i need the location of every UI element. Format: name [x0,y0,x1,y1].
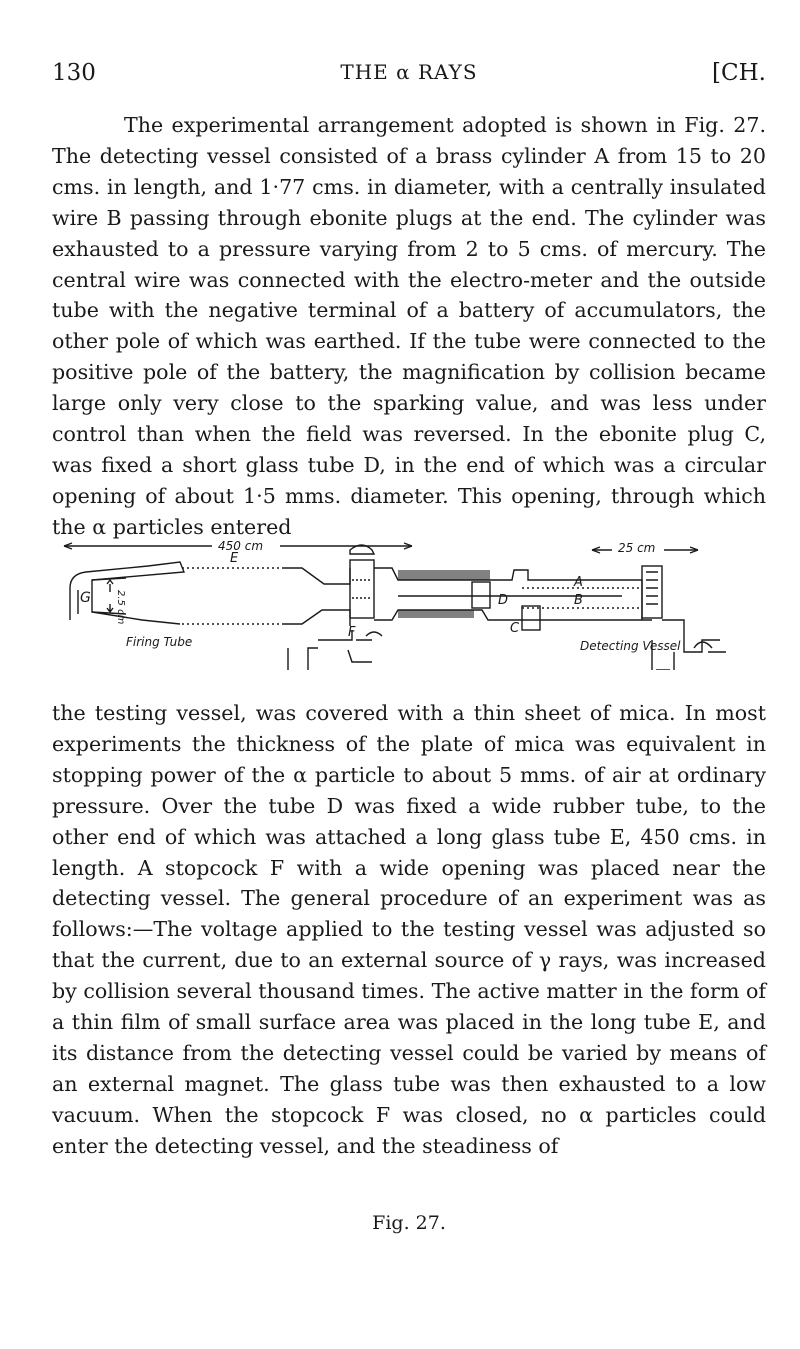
stopcock-assembly [282,545,382,670]
figure-caption: Fig. 27. [372,1212,446,1234]
label-f: F [348,625,356,640]
running-header [52,60,766,92]
label-c: C [510,621,520,636]
firing-tube [70,551,282,649]
label-450cm: 450 cm [218,540,264,553]
running-title: THE α RAYS [340,60,478,84]
detecting-vessel [374,541,698,653]
label-a: A [574,575,583,590]
label-d: D [498,593,509,608]
page-number: 130 [52,60,96,86]
label-g: G [80,590,91,606]
label-e: E [230,551,239,566]
body-paragraph-2: the testing vessel, was covered with a thin sheet of mica. In most experiments the thickness of the plate of mica was equivalent in stopping power of the α particle to about 5 mms. of air at ordinary pressure. Over the tube D was fixed a wide rubber tube, to the other end of which was attached a long glass tube E, 450 cms. in length. A stopcock F with a wide opening was placed near the detecting vessel. The general procedure of an experiment was as follows:—The voltage applied to the testing vessel was adjusted so that the current, due to an external source of γ rays, was increased by collision several thousand times. The active matter in the form of a thin film of small surface area was placed in the long tube E, and its distance from the detecting vessel could be varied by means of an external magnet. The glass tube was then exhausted to a low vacuum. When the stopcock F was closed, no α particles could enter the detecting vessel, and the steadiness of [52,701,766,1158]
label-firing-tube: Firing Tube [126,635,193,649]
label-b: B [574,593,583,608]
body-paragraph-1: The experimental arrangement adopted is shown in Fig. 27. The detecting vessel consisted of a brass cylinder A from 15 to 20 cms. in length, and 1·77 cms. in diameter, with a centrally insulated wire B passing through ebonite plugs at the end. The cylinder was exhausted to a pressure varying from 2 to 5 cms. of mercury. The central wire was connected with the electro-meter and the outside tube with the negative terminal of a battery of accumulators, the other pole of which was earthed. If the tube were connected to the positive pole of the battery, the magnification by collision became large only very close to the sparking value, and was less under control than when the field was reversed. In the ebonite plug C, was fixed a short glass tube D, in the end of which was a circular opening of about 1·5 mms. diameter. This opening, through which the α particles entered [52,113,766,539]
apparatus-diagram [52,540,766,670]
label-2-5cm: 2.5 cm [115,590,126,625]
label-25cm: 25 cm [618,541,656,555]
label-detecting-vessel: Detecting Vessel [580,639,681,653]
chapter-marker: [CH. [712,60,766,86]
